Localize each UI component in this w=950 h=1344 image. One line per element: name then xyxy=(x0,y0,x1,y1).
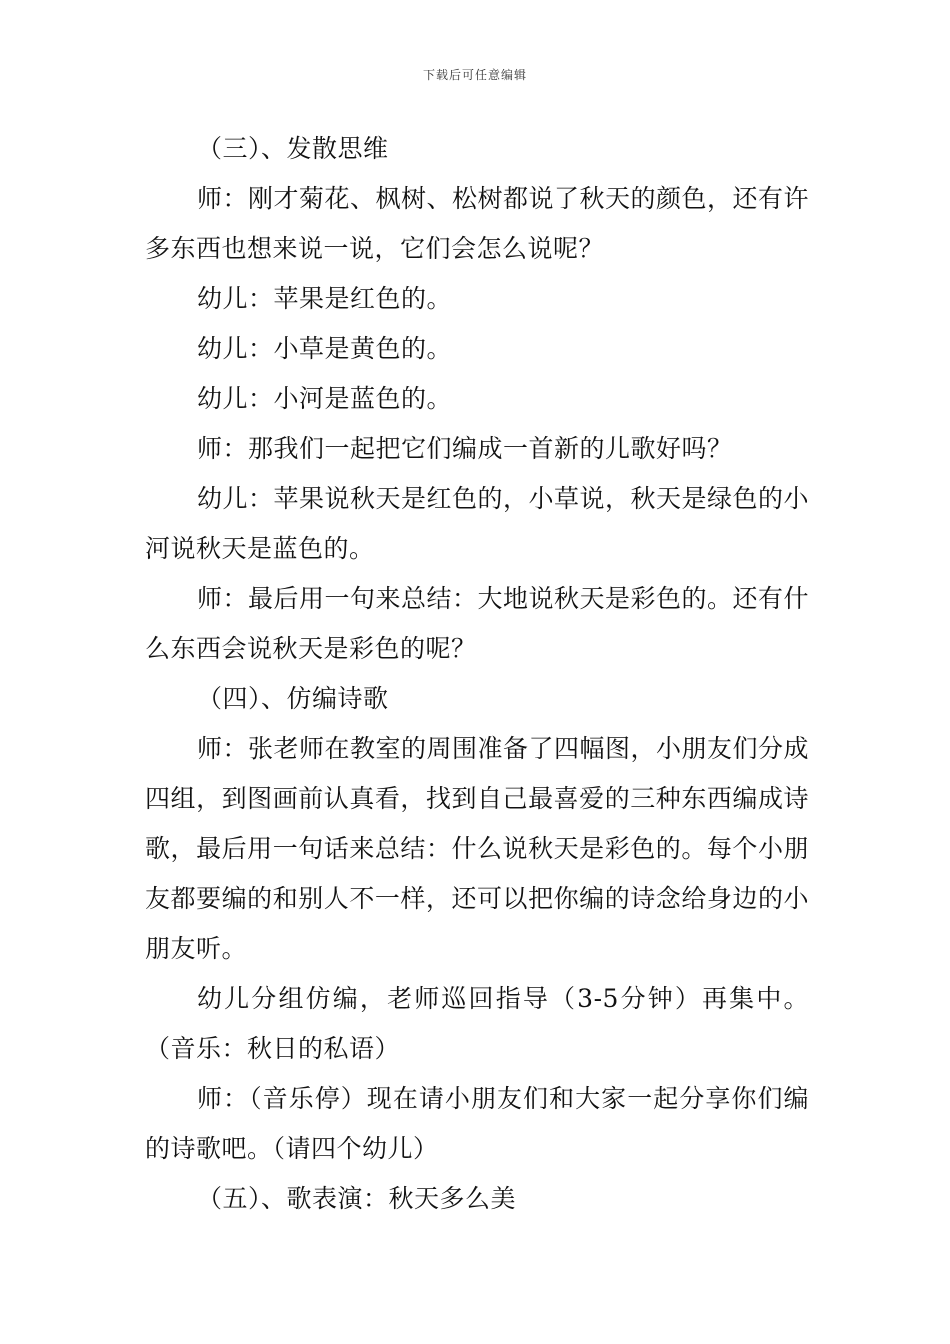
paragraph: 师：刚才菊花、枫树、松树都说了秋天的颜色，还有许多东西也想来说一说，它们会怎么说呢？ xyxy=(145,184,810,263)
section-heading-5: （五）、歌表演：秋天多么美 xyxy=(197,1184,517,1213)
paragraph: 师：最后用一句来总结：大地说秋天是彩色的。还有什么东西会说秋天是彩色的呢？ xyxy=(145,584,810,663)
paragraph: 师：（音乐停）现在请小朋友们和大家一起分享你们编的诗歌吧。（请四个幼儿） xyxy=(145,1084,809,1163)
paragraph: 幼儿：小河是蓝色的。 xyxy=(197,384,453,413)
document-body xyxy=(145,124,809,1224)
section-heading-4: （四）、仿编诗歌 xyxy=(197,684,389,713)
paragraph: 幼儿：苹果说秋天是红色的，小草说，秋天是绿色的小河说秋天是蓝色的。 xyxy=(145,484,810,563)
paragraph: 幼儿：小草是黄色的。 xyxy=(197,334,453,363)
paragraph: 幼儿：苹果是红色的。 xyxy=(197,284,453,313)
page-header: 下载后可任意编辑 xyxy=(422,68,527,82)
paragraph: 师：张老师在教室的周围准备了四幅图，小朋友们分成四组，到图画前认真看，找到自己最喜爱的三种东西编成诗歌，最后用一句话来总结：什么说秋天是彩色的。每个小朋友都要编的和别人不一样，还可以把你编的诗念给身边的小朋友听。 xyxy=(145,734,810,963)
section-heading-3: （三）、发散思维 xyxy=(197,134,389,163)
paragraph: 幼儿分组仿编，老师巡回指导（3-5分钟）再集中。（音乐：秋日的私语） xyxy=(145,984,809,1063)
paragraph: 师：那我们一起把它们编成一首新的儿歌好吗？ xyxy=(197,434,733,463)
